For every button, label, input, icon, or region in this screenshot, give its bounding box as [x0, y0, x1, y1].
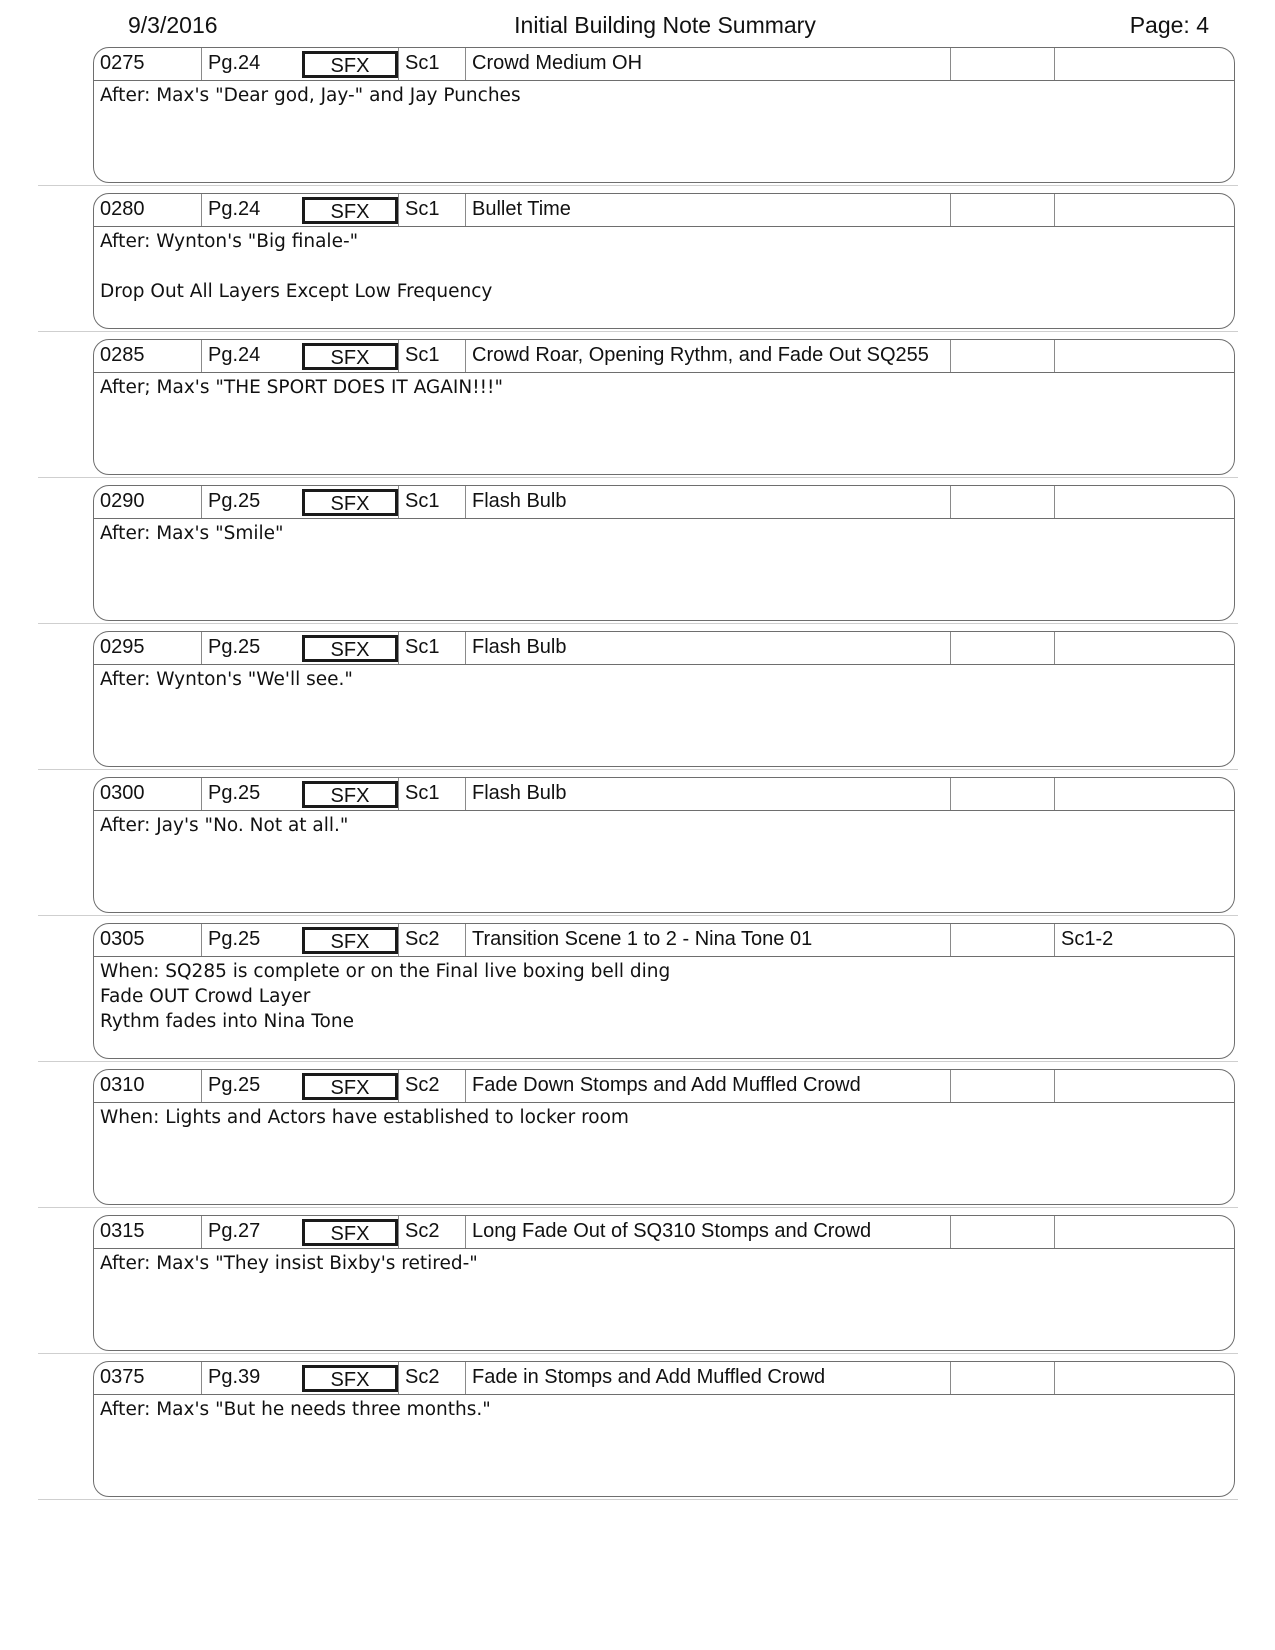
cue-scene: Sc1 — [398, 632, 466, 664]
cue-extra-2 — [1055, 632, 1235, 664]
cue-page: Pg.25 — [208, 490, 261, 512]
page-number: Page: 4 — [1129, 12, 1209, 38]
cue-extra-1 — [951, 632, 1055, 664]
cue-notes: After: Max's "Dear god, Jay-" and Jay Punches — [100, 85, 521, 106]
divider — [38, 1353, 1238, 1354]
cue-type-badge: SFX — [302, 51, 398, 78]
cue-header-row — [94, 486, 1234, 519]
cue-card — [93, 485, 1235, 621]
cue-type-badge: SFX — [302, 781, 398, 808]
cue-card — [93, 47, 1235, 183]
cue-page: Pg.24 — [208, 344, 261, 366]
cue-row — [0, 1361, 1275, 1507]
cue-type-badge: SFX — [302, 343, 398, 370]
cue-page: Pg.24 — [208, 198, 261, 220]
cue-extra-2 — [1055, 1070, 1235, 1102]
cue-page: Pg.24 — [208, 52, 261, 74]
cue-page: Pg.27 — [208, 1220, 261, 1242]
cue-type-badge: SFX — [302, 927, 398, 954]
divider — [38, 915, 1238, 916]
cue-number: 0295 — [94, 632, 202, 664]
cue-page: Pg.25 — [208, 1074, 261, 1096]
cue-type-badge: SFX — [302, 489, 398, 516]
cue-number: 0275 — [94, 48, 202, 80]
cue-description: Flash Bulb — [466, 486, 951, 518]
cue-scene: Sc2 — [398, 1216, 466, 1248]
cue-header-row — [94, 194, 1234, 227]
cue-extra-2 — [1055, 48, 1235, 80]
cue-extra-1 — [951, 924, 1055, 956]
cue-page: Pg.39 — [208, 1366, 261, 1388]
cue-extra-1 — [951, 340, 1055, 372]
cue-notes: After: Max's "But he needs three months." — [100, 1399, 491, 1420]
report-title: Initial Building Note Summary — [514, 12, 816, 38]
cue-type-badge: SFX — [302, 635, 398, 662]
cue-scene: Sc2 — [398, 1070, 466, 1102]
cue-header-row — [94, 632, 1234, 665]
cue-number: 0285 — [94, 340, 202, 372]
cue-row — [0, 631, 1275, 777]
cue-header-row — [94, 1070, 1234, 1103]
cue-type-badge: SFX — [302, 197, 398, 224]
cue-notes: After: Max's "Smile" — [100, 523, 284, 544]
divider — [38, 623, 1238, 624]
cue-row — [0, 47, 1275, 193]
cue-extra-2 — [1055, 778, 1235, 810]
cue-description: Fade Down Stomps and Add Muffled Crowd — [466, 1070, 951, 1102]
cue-extra-1 — [951, 1070, 1055, 1102]
cue-scene: Sc2 — [398, 1362, 466, 1394]
cue-number: 0315 — [94, 1216, 202, 1248]
cue-card — [93, 777, 1235, 913]
cue-card — [93, 631, 1235, 767]
cue-card — [93, 923, 1235, 1059]
cue-notes: When: Lights and Actors have established to locker room — [100, 1107, 629, 1128]
cue-card — [93, 1215, 1235, 1351]
divider — [38, 331, 1238, 332]
cue-description: Bullet Time — [466, 194, 951, 226]
cue-page: Pg.25 — [208, 782, 261, 804]
cue-number: 0300 — [94, 778, 202, 810]
cue-card — [93, 1069, 1235, 1205]
cue-extra-2 — [1055, 194, 1235, 226]
cue-description: Long Fade Out of SQ310 Stomps and Crowd — [466, 1216, 951, 1248]
cue-notes: After: Max's "They insist Bixby's retired-" — [100, 1253, 478, 1274]
cue-extra-1 — [951, 486, 1055, 518]
cue-row — [0, 339, 1275, 485]
cue-scene: Sc1 — [398, 486, 466, 518]
cue-description: Flash Bulb — [466, 778, 951, 810]
cue-description: Flash Bulb — [466, 632, 951, 664]
cue-scene: Sc1 — [398, 778, 466, 810]
cue-number: 0310 — [94, 1070, 202, 1102]
cue-number: 0375 — [94, 1362, 202, 1394]
cue-number: 0280 — [94, 194, 202, 226]
cue-scene: Sc1 — [398, 48, 466, 80]
cue-notes: After: Wynton's "Big finale-" Drop Out All Layers Except Low Frequency — [100, 231, 493, 302]
cue-description: Crowd Medium OH — [466, 48, 951, 80]
cue-number: 0290 — [94, 486, 202, 518]
cue-scene: Sc1 — [398, 340, 466, 372]
cue-header-row — [94, 48, 1234, 81]
cue-header-row — [94, 778, 1234, 811]
cue-header-row — [94, 924, 1234, 957]
divider — [38, 185, 1238, 186]
cue-number: 0305 — [94, 924, 202, 956]
cue-row — [0, 1215, 1275, 1361]
divider — [38, 769, 1238, 770]
cue-notes: After; Max's "THE SPORT DOES IT AGAIN!!!" — [100, 377, 503, 398]
cue-extra-2: Sc1-2 — [1061, 928, 1114, 950]
page-header — [0, 10, 1275, 44]
cue-page: Pg.25 — [208, 636, 261, 658]
cue-type-badge: SFX — [302, 1365, 398, 1392]
cue-extra-2 — [1055, 1216, 1235, 1248]
cue-page: Pg.25 — [208, 928, 261, 950]
divider — [38, 1207, 1238, 1208]
cue-description: Crowd Roar, Opening Rythm, and Fade Out SQ255 — [466, 340, 951, 372]
cue-header-row — [94, 340, 1234, 373]
cue-notes: After: Jay's "No. Not at all." — [100, 815, 349, 836]
cue-extra-1 — [951, 1362, 1055, 1394]
cue-notes: After: Wynton's "We'll see." — [100, 669, 353, 690]
cue-extra-2 — [1055, 340, 1235, 372]
cue-list — [0, 47, 1275, 1507]
divider — [38, 477, 1238, 478]
cue-extra-1 — [951, 194, 1055, 226]
cue-extra-2 — [1055, 486, 1235, 518]
divider — [38, 1499, 1238, 1500]
cue-header-row — [94, 1362, 1234, 1395]
cue-description: Fade in Stomps and Add Muffled Crowd — [466, 1362, 951, 1394]
cue-type-badge: SFX — [302, 1073, 398, 1100]
cue-extra-1 — [951, 1216, 1055, 1248]
cue-card — [93, 193, 1235, 329]
cue-extra-1 — [951, 48, 1055, 80]
cue-scene: Sc2 — [398, 924, 466, 956]
cue-row — [0, 777, 1275, 923]
cue-scene: Sc1 — [398, 194, 466, 226]
cue-extra-2 — [1055, 1362, 1235, 1394]
cue-description: Transition Scene 1 to 2 - Nina Tone 01 — [466, 924, 951, 956]
cue-card — [93, 1361, 1235, 1497]
cue-notes: When: SQ285 is complete or on the Final live boxing bell ding Fade OUT Crowd Layer Rythm fades into Nina Tone — [100, 961, 671, 1032]
cue-type-badge: SFX — [302, 1219, 398, 1246]
cue-row — [0, 485, 1275, 631]
cue-extra-1 — [951, 778, 1055, 810]
cue-row — [0, 193, 1275, 339]
cue-row — [0, 923, 1275, 1069]
divider — [38, 1061, 1238, 1062]
report-date: 9/3/2016 — [128, 12, 218, 38]
cue-card — [93, 339, 1235, 475]
cue-row — [0, 1069, 1275, 1215]
cue-header-row — [94, 1216, 1234, 1249]
